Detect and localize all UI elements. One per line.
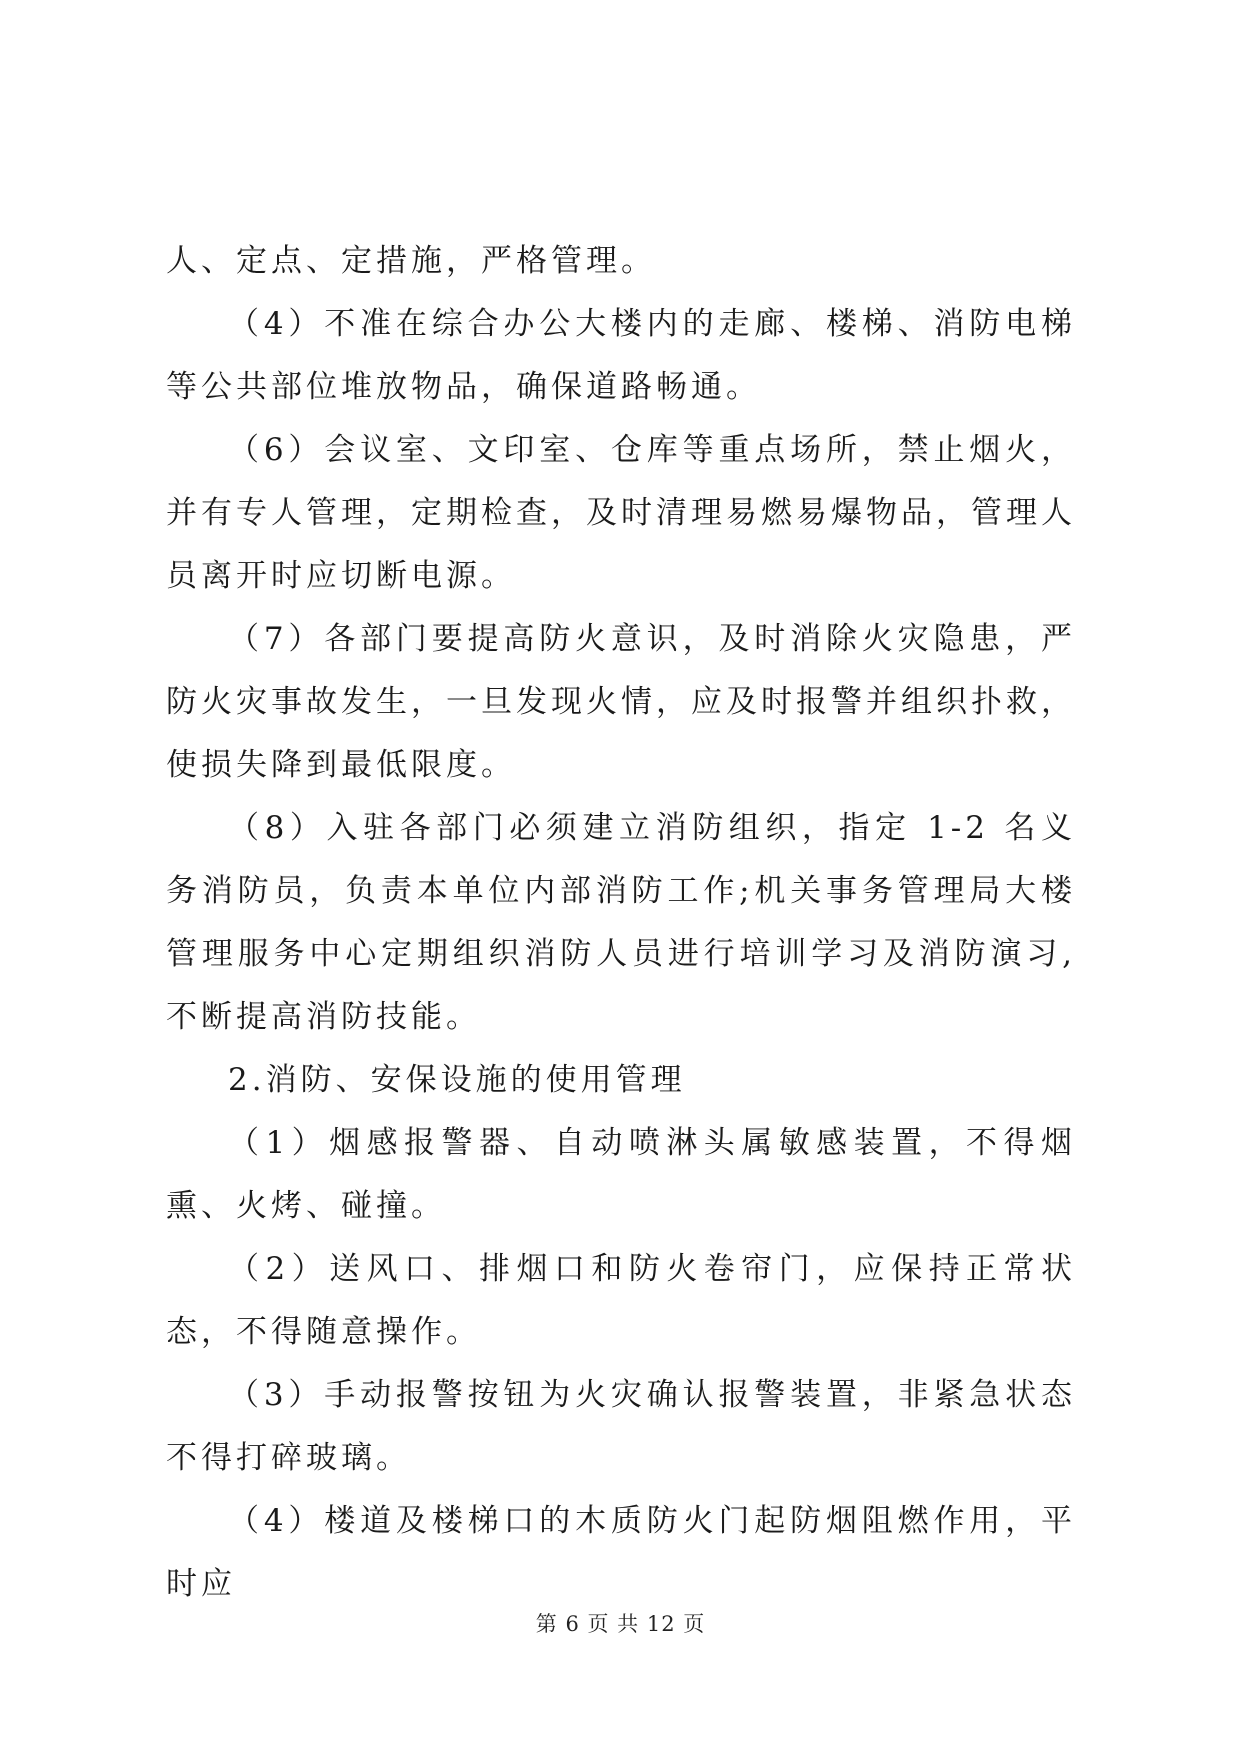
page-number-footer: 第 6 页 共 12 页 bbox=[535, 1612, 706, 1636]
paragraph-item-6: （6）会议室、文印室、仓库等重点场所，禁止烟火，并有专人管理，定期检查，及时清理易燃易爆物品，管理人员离开时应切断电源。 bbox=[166, 432, 1076, 594]
paragraph-item-4: （4）不准在综合办公大楼内的走廊、楼梯、消防电梯等公共部位堆放物品，确保道路畅通。 bbox=[166, 306, 1076, 405]
document-body bbox=[166, 230, 1076, 1616]
paragraph-item-8: （8）入驻各部门必须建立消防组织，指定 1-2 名义务消防员，负责本单位内部消防工作;机关事务管理局大楼管理服务中心定期组织消防人员进行培训学习及消防演习,不断提高消防技能。 bbox=[166, 810, 1076, 1035]
paragraph-subitem-3: （3）手动报警按钮为火灾确认报警装置，非紧急状态不得打碎玻璃。 bbox=[166, 1377, 1076, 1476]
paragraph-subitem-1: （1）烟感报警器、自动喷淋头属敏感装置，不得烟熏、火烤、碰撞。 bbox=[166, 1125, 1076, 1224]
section-heading: 2.消防、安保设施的使用管理 bbox=[228, 1062, 686, 1098]
paragraph-subitem-4: （4）楼道及楼梯口的木质防火门起防烟阻燃作用，平时应 bbox=[166, 1503, 1076, 1602]
paragraph-subitem-2: （2）送风口、排烟口和防火卷帘门，应保持正常状态，不得随意操作。 bbox=[166, 1251, 1076, 1350]
paragraph-continuation: 人、定点、定措施，严格管理。 bbox=[166, 243, 656, 279]
paragraph-item-7: （7）各部门要提高防火意识，及时消除火灾隐患，严防火灾事故发生，一旦发现火情，应及时报警并组织扑救，使损失降到最低限度。 bbox=[166, 621, 1076, 783]
